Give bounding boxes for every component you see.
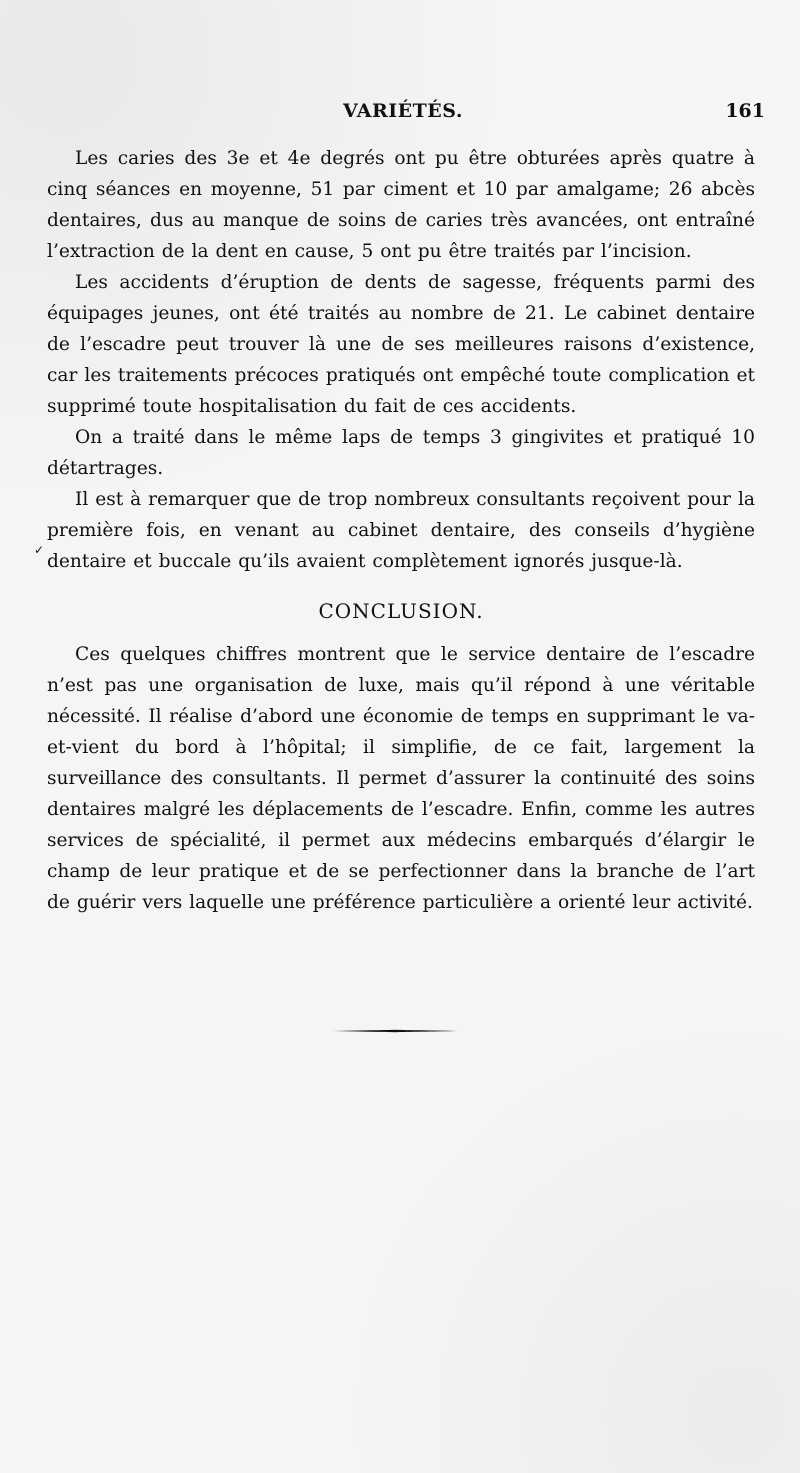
paragraph-caries: Les caries des 3e et 4e degrés ont pu être obturées après quatre à cinq séances en moyenne, 51 par ciment et 10 par amalgame; 26 abcès dentaires, dus au manque de soins de caries très avancées, ont entraîné l’extraction de la dent en cause, 5 ont pu être traités par l’incision. [47,148,755,262]
conclusion-paragraph: Ces quelques chiffres montrent que le service dentaire de l’escadre n’est pas une organisation de luxe, mais qu’il répond à une véritable nécessité. Il réalise d’abord une économie de temps en supprimant le va-et-vient du bord à l’hôpital; il simplifie, de ce fait, largement la surveillance des consultants. Il permet d’assurer la continuité des soins dentaires malgré les déplacements de l’escadre. Enfin, comme les autres services de spécialité, il permet aux médecins embarqués d’élargir le champ de leur pratique et de se perfectionner dans la branche de l’art de guérir vers laquelle une préférence particulière a orienté leur activité. [47,644,755,913]
paragraph-hygiene: Il est à remarquer que de trop nombreux consultants reçoivent pour la première fois, en venant au cabinet dentaire, des conseils d’hygiène dentaire et buccale qu’ils avaient complètement ignorés jusque-là. [47,489,755,572]
paragraph-gingivitis: On a traité dans le même laps de temps 3 gingivites et pratiqué 10 détartrages. [47,427,755,479]
end-rule-icon [333,1027,457,1035]
page-number: 161 [725,100,765,122]
end-rule-ornament [333,1027,457,1035]
article-body [47,143,755,918]
running-title: VARIÉTÉS. [343,100,463,122]
page-header [343,100,765,132]
paragraph-wisdom-teeth: Les accidents d’éruption de dents de sagesse, fréquents parmi des équipages jeunes, ont été traités au nombre de 21. Le cabinet dentaire de l’escadre peut trouver là une de ses meilleures raisons d’existence, car les traitements précoces pratiqués ont empêché toute complication et supprimé toute hospitalisation du fait de ces accidents. [47,272,755,417]
margin-mark-icon: ✓ [34,543,45,557]
conclusion-title: CONCLUSION. [318,599,484,623]
